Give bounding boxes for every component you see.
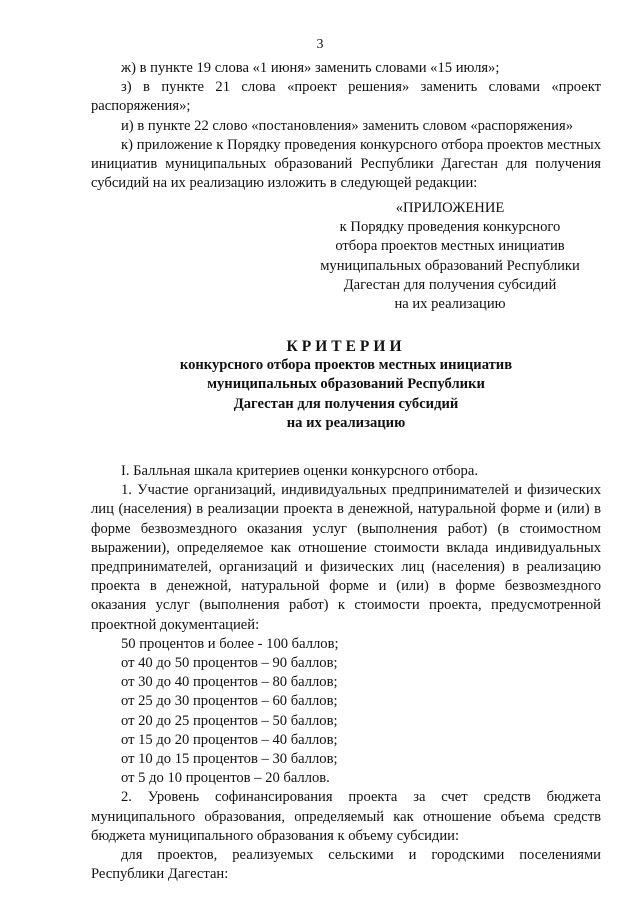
appendix-line: на их реализацию <box>394 296 506 313</box>
criteria-body <box>91 462 601 884</box>
page-number: 3 <box>316 37 324 52</box>
heading-line: Дагестан для получения субсидий <box>233 395 459 412</box>
amendment-zh: ж) в пункте 19 слова «1 июня» заменить словами «15 июля»; <box>121 60 500 76</box>
heading-line: на их реализацию <box>286 414 406 431</box>
scale-item: от 5 до 10 процентов – 20 баллов. <box>121 770 330 787</box>
appendix-title: «ПРИЛОЖЕНИЕ <box>395 200 505 216</box>
amendment-i: и) в пункте 22 слово «постановления» заменить словом «распоряжения» <box>121 117 573 134</box>
heading-line: конкурсного отбора проектов местных инициатив <box>179 357 513 374</box>
amendments-block <box>91 59 601 193</box>
appendix-line: Дагестан для получения субсидий <box>343 276 557 293</box>
appendix-line: отбора проектов местных инициатив <box>335 238 565 255</box>
appendix-line: к Порядку проведения конкурсного <box>339 219 561 236</box>
section-title: I. Балльная шкала критериев оценки конкурсного отбора. <box>121 463 478 479</box>
heading-title: КРИТЕРИИ <box>286 338 406 355</box>
appendix-block <box>300 199 600 314</box>
scale-item: от 10 до 15 процентов – 30 баллов; <box>121 751 338 768</box>
criterion-1: 1. Участие организаций, индивидуальных предпринимателей и физических лиц (населения) в реализации проекта в денежной, натуральной форме и (или) в форме безвозмездного оказания услуг (выполнения работ) (в стоимостном выражении), определяемое как отношение стоимости вклада индивидуальных предпринимателей, организаций и физических лиц (населения) в реализацию проекта в денежной, натуральной форме и (или) в форме безвозмездного оказания услуг (выполнения работ) к стоимости проекта, предусмотренной проектной документацией: <box>91 482 601 633</box>
scale-item: от 15 до 20 процентов – 40 баллов; <box>121 731 338 748</box>
scale-item: от 40 до 50 процентов – 90 баллов; <box>121 655 338 672</box>
amendment-k: к) приложение к Порядку проведения конкурсного отбора проектов местных инициатив муниципальных образований Республики Дагестан для получения субсидий на их реализацию изложить в следующей редакции: <box>91 136 601 192</box>
appendix-line: муниципальных образований Республики <box>320 257 580 274</box>
scale-item: от 30 до 40 процентов – 80 баллов; <box>121 674 338 691</box>
amendment-z: з) в пункте 21 слова «проект решения» заменить словами «проект распоряжения»; <box>91 79 601 115</box>
criterion-2-sub: для проектов, реализуемых сельскими и городскими поселениями Республики Дагестан: <box>91 847 601 883</box>
scale-item: от 25 до 30 процентов – 60 баллов; <box>121 693 338 710</box>
scale-item: 50 процентов и более - 100 баллов; <box>121 635 339 652</box>
criteria-heading <box>91 337 601 433</box>
scale-item: от 20 до 25 процентов – 50 баллов; <box>121 712 338 729</box>
heading-line: муниципальных образований Республики <box>207 376 485 393</box>
criterion-2: 2. Уровень софинансирования проекта за счет средств бюджета муниципального образования, определяемый как отношение объема средств бюджета муниципального образования к объему субсидии: <box>91 789 601 844</box>
